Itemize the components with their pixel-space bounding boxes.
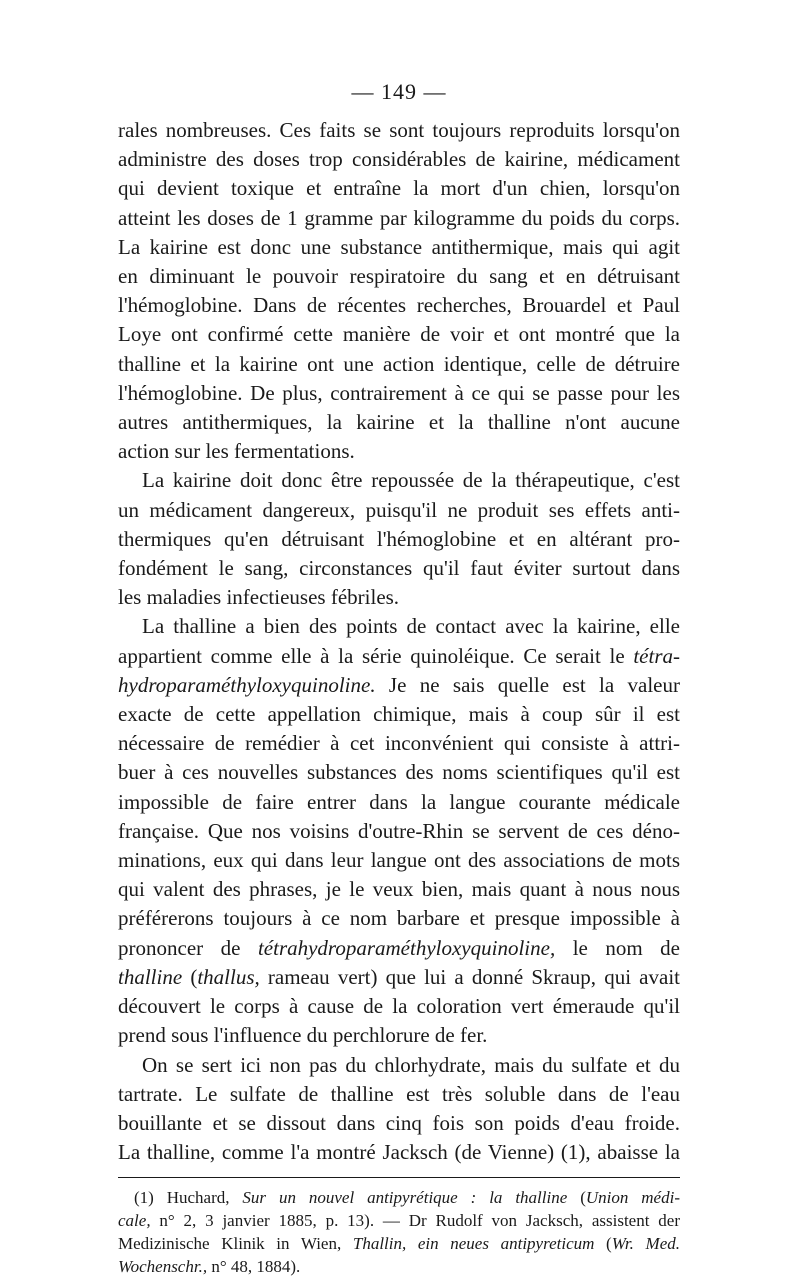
footnote-line	[118, 1232, 680, 1255]
text-line: nécessaire de remédier à cet inconvénient qui consiste à attri-	[118, 731, 680, 756]
text-run: (1) Huchard,	[134, 1188, 243, 1208]
text-line: rales nombreuses. Ces faits se sont toujours reproduits lorsqu'on	[118, 118, 680, 142]
italic-text: thalline	[118, 964, 183, 989]
footnote	[118, 1186, 680, 1278]
italic-text: hydroparaméthyloxyquinoline.	[118, 672, 376, 697]
italic-text: tétrahydroparaméthyloxyquinoline,	[257, 935, 556, 960]
footnote-line	[118, 1209, 680, 1232]
body-text	[118, 116, 680, 1167]
text-line: française. Que nos voisins d'outre-Rhin se servent de ces déno-	[118, 818, 680, 843]
footnote-line	[118, 1186, 680, 1209]
italic-text: cale,	[118, 1211, 151, 1231]
text-line: atteint les doses de 1 gramme par kilogramme du poids du corps.	[118, 205, 680, 230]
text-line: buer à ces nouvelles substances des noms scientifiques qu'il est	[118, 760, 680, 785]
italic-text: thallus,	[197, 964, 260, 989]
text-line: découvert le corps à cause de la coloration vert émeraude qu'il	[118, 994, 680, 1019]
text-run: n° 2, 3 janvier 1885, p. 13). — Dr Rudolf von Jacksch, assistent der	[150, 1211, 680, 1231]
text-line: bouillante et se dissout dans cinq fois son poids d'eau froide.	[118, 1110, 680, 1135]
text-line: La thalline, comme l'a montré Jacksch (de Vienne) (1), abaisse la	[118, 1140, 680, 1165]
text-line: l'hémoglobine. Dans de récentes recherches, Brouardel et Paul	[118, 293, 680, 318]
text-line: un médicament dangereux, puisqu'il ne produit ses effets anti-	[118, 497, 680, 522]
text-run: prononcer de	[118, 935, 258, 960]
text-line: thalline et la kairine ont une action identique, celle de détruire	[118, 351, 680, 376]
text-line: impossible de faire entrer dans la langue courante médicale	[118, 789, 680, 814]
italic-text: Sur un nouvel antipyrétique : la thalline	[242, 1188, 568, 1208]
text-run: n° 48, 1884).	[207, 1257, 301, 1277]
text-line: autres antithermiques, la kairine et la thalline n'ont aucune	[118, 410, 680, 435]
text-line: minations, eux qui dans leur langue ont des associations de mots	[118, 848, 680, 873]
text-run: Je ne sais quelle est la valeur	[375, 672, 680, 697]
text-line	[118, 963, 680, 992]
text-line: les maladies infectieuses fébriles.	[118, 585, 400, 610]
text-line: Loye ont confirmé cette manière de voir et ont montré que la	[118, 322, 680, 347]
text-run: (	[182, 964, 198, 989]
footnote-line	[118, 1255, 680, 1278]
text-line	[118, 934, 680, 963]
text-line: fondément le sang, circonstances qu'il faut éviter surtout dans	[118, 556, 680, 581]
book-page	[118, 78, 680, 1278]
italic-text: Union médi-	[585, 1188, 680, 1208]
italic-text: Wr. Med.	[611, 1234, 680, 1254]
text-line: administre des doses trop considérables de kairine, médicament	[118, 147, 680, 172]
text-line: qui valent des phrases, je le veux bien, mais quant à nous nous	[118, 877, 680, 902]
text-run: rameau vert) que lui a donné Skraup, qui avait	[259, 964, 680, 989]
italic-text: Wochenschr.,	[118, 1257, 208, 1277]
text-line: action sur les fermentations.	[118, 439, 355, 464]
text-line	[118, 642, 680, 671]
text-line: tartrate. Le sulfate de thalline est très soluble dans de l'eau	[118, 1081, 680, 1106]
text-line: La thalline a bien des points de contact avec la kairine, elle	[142, 614, 680, 639]
text-line: thermiques qu'en détruisant l'hémoglobine et en altérant pro-	[118, 526, 680, 551]
text-line: l'hémoglobine. De plus, contrairement à ce qui se passe pour les	[118, 380, 680, 405]
italic-text: Thallin, ein neues antipyreticum	[352, 1234, 595, 1254]
text-line: préférerons toujours à ce nom barbare et presque impossible à	[118, 906, 680, 931]
italic-text: tétra-	[633, 643, 680, 668]
text-line: qui devient toxique et entraîne la mort d'un chien, lorsqu'on	[118, 176, 680, 201]
text-line	[118, 671, 680, 700]
text-run: Medizinische Klinik in Wien,	[118, 1234, 353, 1254]
footnote-rule	[118, 1177, 680, 1178]
text-run: (	[594, 1234, 612, 1254]
text-line: La kairine doit donc être repoussée de la thérapeutique, c'est	[142, 468, 680, 493]
text-line: exacte de cette appellation chimique, mais à coup sûr il est	[118, 702, 680, 727]
text-line: La kairine est donc une substance antithermique, mais qui agit	[118, 234, 680, 259]
text-line: prend sous l'influence du perchlorure de fer.	[118, 1023, 488, 1048]
page-number: — 149 —	[351, 79, 447, 104]
text-run: appartient comme elle à la série quinoléique. Ce serait le	[118, 643, 634, 668]
text-run: le nom de	[555, 935, 681, 960]
text-line: en diminuant le pouvoir respiratoire du sang et en détruisant	[118, 264, 680, 289]
text-run: (	[567, 1188, 586, 1208]
text-line: On se sert ici non pas du chlorhydrate, mais du sulfate et du	[142, 1052, 680, 1077]
